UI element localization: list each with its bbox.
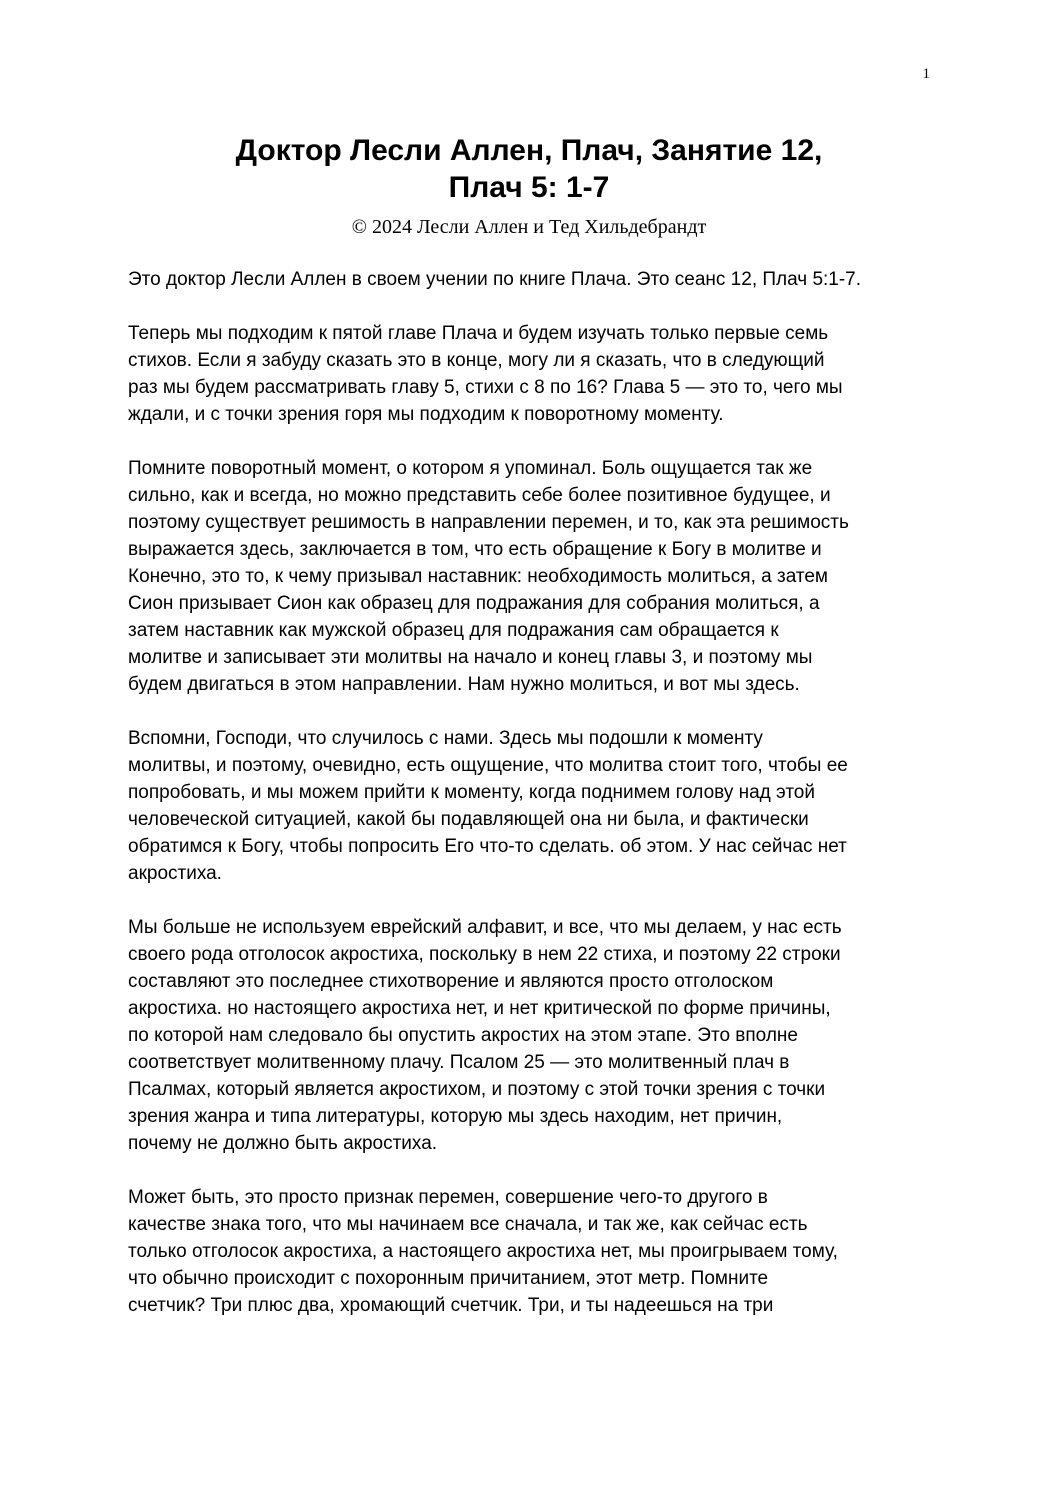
- paragraph-line: Конечно, это то, к чему призывал наставник: необходимость молиться, а затем: [128, 566, 828, 587]
- paragraph-line: Псалмах, который является акростихом, и поэтому с этой точки зрения с точки: [128, 1079, 826, 1100]
- paragraph-line: молитве и записывает эти молитвы на начало и конец главы 3, и поэтому мы: [128, 647, 813, 668]
- paragraph-line: счетчик? Три плюс два, хромающий счетчик. Три, и ты надеешься на три: [128, 1295, 774, 1316]
- paragraph-line: раз мы будем рассматривать главу 5, стихи с 8 по 16? Глава 5 — это то, чего мы: [128, 377, 843, 398]
- paragraph-line: почему не должно быть акростиха.: [128, 1133, 438, 1154]
- document-body: [128, 266, 948, 1346]
- paragraph-line: Может быть, это просто признак перемен, совершение чего-то другого в: [128, 1187, 768, 1208]
- paragraph-line: только отголосок акростиха, а настоящего акростиха нет, мы проигрываем тому,: [128, 1241, 838, 1262]
- title-line-2: Плач 5: 1-7: [448, 171, 610, 204]
- paragraph-line: качестве знака того, что мы начинаем все сначала, и так же, как сейчас есть: [128, 1214, 808, 1235]
- document-title: [0, 132, 1058, 206]
- paragraph-line: попробовать, и мы можем прийти к моменту, когда поднимем голову над этой: [128, 782, 815, 803]
- paragraph: [128, 266, 948, 293]
- paragraph-line: ждали, и с точки зрения горя мы подходим к поворотному моменту.: [128, 404, 724, 425]
- paragraph-line: своего рода отголосок акростиха, поскольку в нем 22 стиха, и поэтому 22 строки: [128, 944, 841, 965]
- paragraph-line: будем двигаться в этом направлении. Нам нужно молиться, и вот мы здесь.: [128, 674, 800, 695]
- paragraph-line: составляют это последнее стихотворение и являются просто отголоском: [128, 971, 774, 992]
- paragraph-line: поэтому существует решимость в направлении перемен, и то, как эта решимость: [128, 512, 849, 533]
- paragraph-line: стихов. Если я забуду сказать это в конце, могу ли я сказать, что в следующий: [128, 350, 825, 371]
- paragraph-line: Мы больше не используем еврейский алфавит, и все, что мы делаем, у нас есть: [128, 917, 842, 938]
- paragraph: [128, 725, 948, 887]
- paragraph-line: выражается здесь, заключается в том, что есть обращение к Богу в молитве и: [128, 539, 822, 560]
- paragraph: [128, 914, 948, 1157]
- paragraph: [128, 455, 948, 698]
- paragraph-line: акростиха. но настоящего акростиха нет, и нет критической по форме причины,: [128, 998, 831, 1019]
- paragraph-line: Теперь мы подходим к пятой главе Плача и будем изучать только первые семь: [128, 323, 829, 344]
- paragraph-line: человеческой ситуацией, какой бы подавляющей она ни была, и фактически: [128, 809, 809, 830]
- paragraph-line: акростиха.: [128, 863, 222, 884]
- paragraph-line: зрения жанра и типа литературы, которую мы здесь находим, нет причин,: [128, 1106, 783, 1127]
- paragraph-line: обратимся к Богу, чтобы попросить Его что-то сделать. об этом. У нас сейчас нет: [128, 836, 847, 857]
- paragraph-line: Вспомни, Господи, что случилось с нами. Здесь мы подошли к моменту: [128, 728, 763, 749]
- paragraph-line: по которой нам следовало бы опустить акростих на этом этапе. Это вполне: [128, 1025, 798, 1046]
- paragraph-line: Сион призывает Сион как образец для подражания для собрания молиться, а: [128, 593, 820, 614]
- paragraph-line: затем наставник как мужской образец для подражания сам обращается к: [128, 620, 779, 641]
- title-line-1: Доктор Лесли Аллен, Плач, Занятие 12,: [235, 134, 823, 167]
- paragraph-line: Помните поворотный момент, о котором я упоминал. Боль ощущается так же: [128, 458, 813, 479]
- paragraph-line: молитвы, и поэтому, очевидно, есть ощущение, что молитва стоит того, чтобы ее: [128, 755, 848, 776]
- paragraph-line: что обычно происходит с похоронным причитанием, этот метр. Помните: [128, 1268, 769, 1289]
- paragraph: [128, 320, 948, 428]
- paragraph-line: соответствует молитвенному плачу. Псалом 25 — это молитвенный плач в: [128, 1052, 790, 1073]
- paragraph-line: сильно, как и всегда, но можно представить себе более позитивное будущее, и: [128, 485, 831, 506]
- paragraph: [128, 1184, 948, 1319]
- copyright-line: © 2024 Лесли Аллен и Тед Хильдебрандт: [351, 216, 707, 238]
- page-number: 1: [922, 66, 930, 82]
- paragraph-line: Это доктор Лесли Аллен в своем учении по книге Плача. Это сеанс 12, Плач 5:1-7.: [128, 269, 862, 290]
